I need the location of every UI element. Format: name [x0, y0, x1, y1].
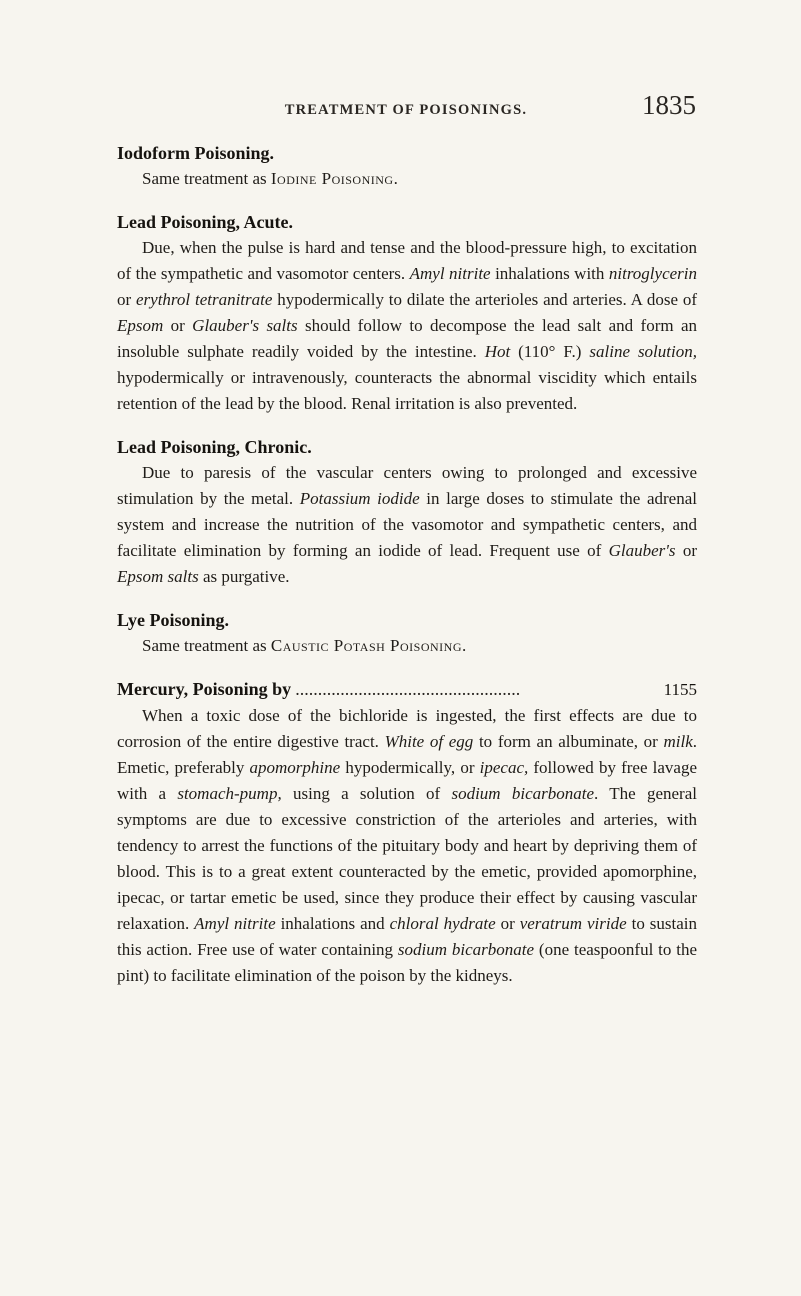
remedy-term: veratrum viride: [519, 914, 627, 933]
text-run: or: [117, 290, 136, 309]
running-title: TREATMENT OF POISONINGS.: [284, 102, 528, 118]
entry-heading: Lead Poisoning, Acute.: [117, 212, 294, 232]
text-run: Same treatment as: [142, 169, 271, 188]
remedy-term: nitroglycerin: [608, 264, 698, 283]
text-run: .: [462, 636, 467, 655]
text-run: hypodermically or intravenously, counteracts the abnormal viscidity which entails retention of the lead by the blood. Renal irritation is also prevented.: [117, 368, 697, 413]
text-run: inhalations with: [490, 264, 609, 283]
remedy-term: Amyl nitrite: [409, 264, 491, 283]
entry-lead-chronic: [117, 434, 697, 590]
text-run: to sustain this action. Free use of water containing: [117, 914, 697, 959]
remedy-term: milk: [663, 732, 693, 751]
entry-mercury: [117, 676, 697, 989]
text-run: in large doses to stimulate the adrenal system and increase the nutrition of the vasomotor and sympathetic centers, and facilitate elimination by forming an iodide of lead. Frequent use of: [117, 489, 697, 560]
text-run: hypodermically to dilate the arterioles and arteries. A dose of: [272, 290, 697, 309]
entry-heading: Mercury, Poisoning by: [117, 679, 292, 699]
text-run: Due, when the pulse is hard and tense and the blood-pressure high, to excitation of the sympathetic and vasomotor centers.: [117, 238, 697, 283]
remedy-term: Epsom salts: [117, 567, 199, 586]
page-reference: 1155: [663, 680, 697, 699]
text-run: or: [495, 914, 520, 933]
text-run: as purgative.: [198, 567, 290, 586]
cross-reference: Iodine Poisoning: [270, 169, 394, 188]
remedy-term: Amyl nitrite: [194, 914, 276, 933]
entry-lead-acute: [117, 209, 697, 417]
entry-body: [117, 235, 697, 417]
remedy-term: Glauber's salts: [192, 316, 298, 335]
remedy-term: Epsom: [117, 316, 164, 335]
text-run: or: [675, 541, 698, 560]
text-run: or: [163, 316, 193, 335]
text-run: followed by free lavage with a: [117, 758, 697, 803]
remedy-term: Glauber's: [608, 541, 676, 560]
page-content: [117, 140, 697, 1006]
entry-body: [117, 460, 697, 590]
entry-body: [117, 166, 697, 192]
remedy-term: White of egg: [384, 732, 474, 751]
remedy-term: chloral hydrate: [389, 914, 496, 933]
remedy-term: stomach-pump,: [177, 784, 282, 803]
remedy-term: Hot: [484, 342, 511, 361]
text-run: to form an albuminate, or: [473, 732, 664, 751]
remedy-term: Potassium iodide: [299, 489, 420, 508]
page-number: 1835: [642, 90, 696, 120]
remedy-term: apomorphine: [249, 758, 341, 777]
entry-heading: Lead Poisoning, Chronic.: [117, 437, 312, 457]
text-run: using a solution of: [281, 784, 452, 803]
remedy-term: saline solution,: [589, 342, 697, 361]
cross-reference: Caustic Potash Poisoning: [270, 636, 462, 655]
running-head: [116, 86, 696, 120]
entry-heading: Lye Poisoning.: [117, 610, 230, 630]
text-run: (one teaspoonful to the pint) to facilitate elimination of the poison by the kidneys.: [117, 940, 697, 985]
text-run: hypodermically, or: [340, 758, 480, 777]
remedy-term: ipecac,: [479, 758, 529, 777]
text-run: .: [393, 169, 398, 188]
entry-heading-with-page-ref: [117, 676, 697, 703]
remedy-term: erythrol tetranitrate: [136, 290, 273, 309]
entry-heading: Iodoform Poisoning.: [117, 143, 275, 163]
entry-lye: [117, 607, 697, 659]
text-run: When a toxic dose of the bichloride is ingested, the first effects are due to corrosion of the entire digestive tract.: [117, 706, 697, 751]
dot-leader: ..................................................: [295, 679, 521, 699]
entry-body: [117, 633, 697, 659]
entry-iodoform: [117, 140, 697, 192]
remedy-term: sodium bicarbonate: [451, 784, 595, 803]
text-run: Same treatment as: [142, 636, 271, 655]
entry-body: [117, 703, 697, 989]
text-run: (110° F.): [510, 342, 590, 361]
remedy-term: sodium bicarbonate: [397, 940, 535, 959]
text-run: inhalations and: [275, 914, 390, 933]
text-run: . Emetic, preferably: [117, 732, 698, 777]
text-run: should follow to decompose the lead salt and form an insoluble sulphate readily voided by the intestine.: [117, 316, 697, 361]
text-run: . The general symptoms are due to excessive constriction of the arterioles and arteries, with tendency to arrest the functions of the pituitary body and heart by depriving them of blood. This is to a great extent counteracted by the emetic, provided apomorphine, ipecac, or tartar emetic be used, since they produce their effect by causing vascular relaxation.: [117, 784, 697, 933]
text-run: Due to paresis of the vascular centers owing to prolonged and excessive stimulation by the metal.: [117, 463, 697, 508]
